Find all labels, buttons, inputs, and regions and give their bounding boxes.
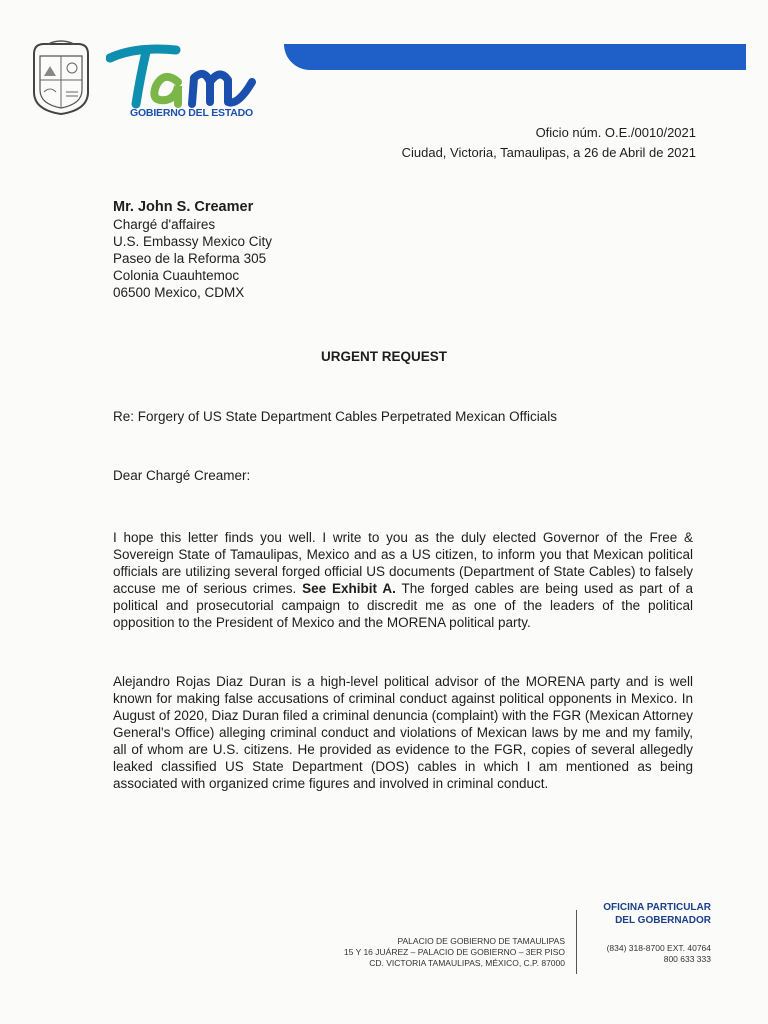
paragraph-1-text-cont: The forged cables are being used as part of a political and prosecutorial campaign to discredit me as one of the leaders of the political opposition to the President of Mexico and the MORENA political party. — [113, 581, 693, 630]
paragraph-1-text: I hope this letter finds you well. I write to you as the duly elected Governor of the Free & Sovereign State of Tamaulipas, Mexico and as a US citizen, to inform you that Mexican political officials are utilizing several forged official US documents (Department of State Cables) to falsely accuse me of serious crimes. — [113, 530, 693, 596]
salutation: Dear Chargé Creamer: — [113, 468, 251, 483]
footer-phones — [607, 943, 711, 965]
footer-address-line: 15 Y 16 JUÁREZ – PALACIO DE GOBIERNO – 3ER PISO — [343, 947, 565, 957]
exhibit-reference: See Exhibit A. — [302, 581, 396, 596]
office-name — [603, 901, 711, 927]
phone-number: (834) 318-8700 EXT. 40764 — [606, 943, 711, 953]
recipient-org: U.S. Embassy Mexico City — [113, 234, 273, 249]
footer-address-line: PALACIO DE GOBIERNO DE TAMAULIPAS — [397, 936, 565, 946]
recipient-street: Paseo de la Reforma 305 — [113, 251, 267, 266]
state-seal-icon — [28, 40, 94, 116]
recipient-name: Mr. John S. Creamer — [113, 199, 254, 215]
logo-subtitle: GOBIERNO DEL ESTADO — [130, 107, 253, 119]
recipient-city: 06500 Mexico, CDMX — [113, 285, 245, 300]
recipient-title: Chargé d'affaires — [113, 217, 216, 232]
office-line: OFICINA PARTICULAR — [603, 902, 711, 913]
recipient-colonia: Colonia Cuauhtemoc — [113, 268, 240, 283]
footer-address — [344, 936, 565, 969]
paragraph-2: Alejandro Rojas Diaz Duran is a high-level political advisor of the MORENA party and is well known for making false accusations of criminal conduct against political opponents in Mexico. In August of 2020, Diaz Duran filed a criminal denuncia (complaint) with the FGR (Mexican Attorney General's Office) alleging criminal conduct and violations of Mexican laws by me and my family, all of whom are U.S. citizens. He provided as evidence to the FGR, copies of several allegedly leaked classified US State Department (DOS) cables in which I am mentioned as being associated with organized crime figures and involved in criminal conduct. — [113, 674, 693, 791]
footer-divider — [576, 910, 577, 974]
office-line: DEL GOBERNADOR — [615, 915, 711, 926]
re-line: Re: Forgery of US State Department Cables Perpetrated Mexican Officials — [113, 409, 557, 424]
footer-address-line: CD. VICTORIA TAMAULIPAS, MÉXICO, C.P. 87000 — [369, 958, 565, 968]
oficio-number: Oficio núm. O.E./0010/2021 — [535, 125, 696, 140]
paragraph-1 — [113, 529, 693, 631]
phone-number: 800 633 333 — [663, 954, 711, 964]
letter-heading: URGENT REQUEST — [320, 349, 447, 364]
header-blue-bar — [284, 44, 746, 70]
recipient-address — [113, 199, 272, 301]
place-date: Ciudad, Victoria, Tamaulipas, a 26 de Abril de 2021 — [401, 145, 696, 160]
